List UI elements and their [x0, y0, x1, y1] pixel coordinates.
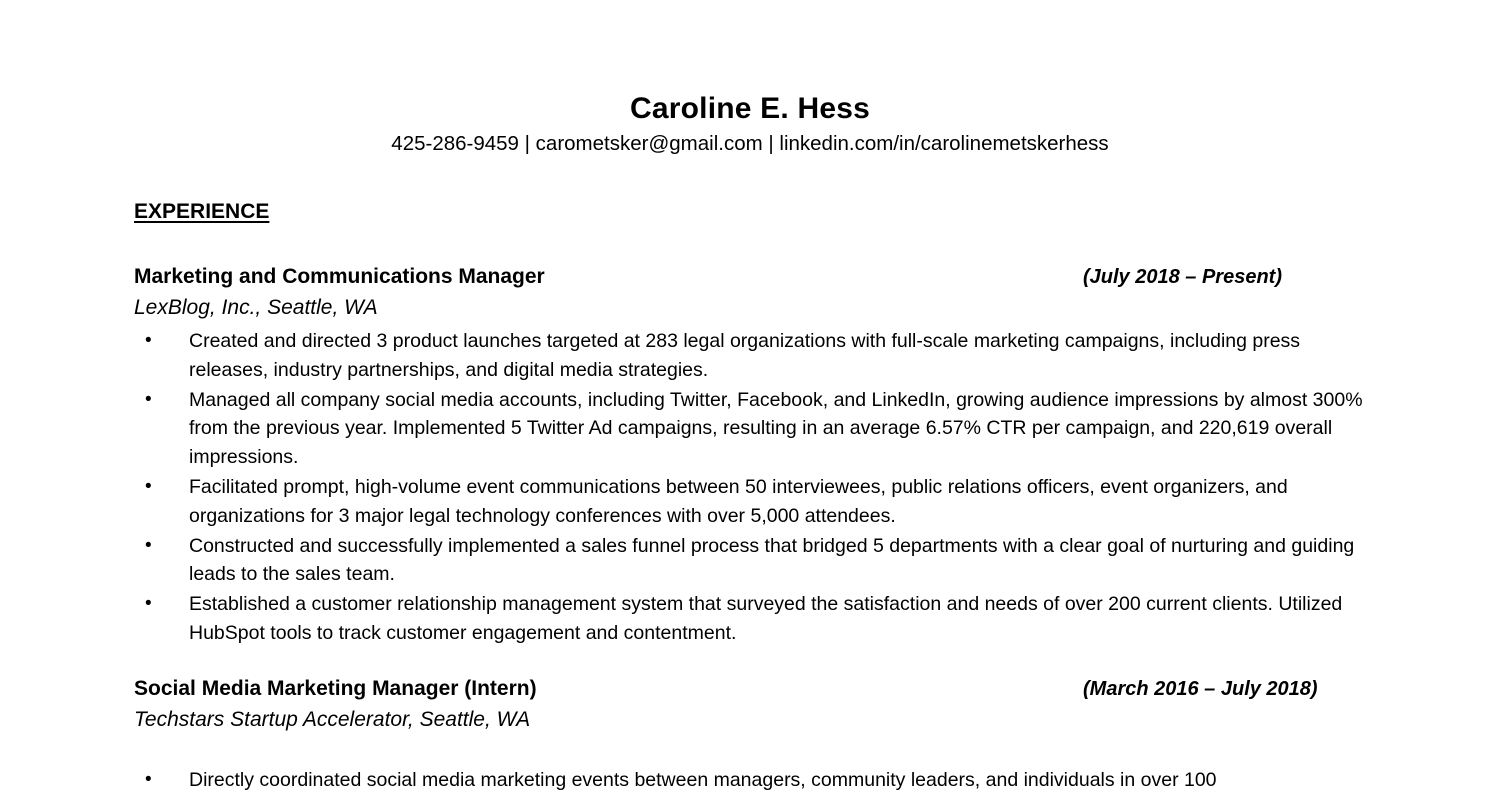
list-item — [134, 590, 1384, 647]
bullet-icon: • — [145, 475, 152, 497]
job-bullet-list — [134, 327, 1384, 649]
bullet-text: Created and directed 3 product launches targeted at 283 legal organizations with full-scale marketing campaigns, including press releases, industry partnerships, and digital media strategies. — [189, 330, 1301, 381]
list-item — [134, 766, 1384, 795]
list-item — [134, 327, 1384, 384]
job-title: Marketing and Communications Manager — [134, 265, 545, 288]
job-bullet-list — [134, 766, 1384, 796]
company-location: Techstars Startup Accelerator, Seattle, WA — [134, 708, 531, 731]
contact-line: 425-286-9459 | carometsker@gmail.com | linkedin.com/in/carolinemetskerhess — [391, 132, 1109, 155]
list-item — [134, 386, 1384, 472]
company-location: LexBlog, Inc., Seattle, WA — [134, 296, 378, 319]
job-title: Social Media Marketing Manager (Intern) — [134, 677, 537, 700]
job-dates: (July 2018 – Present) — [1083, 266, 1282, 288]
bullet-text: Facilitated prompt, high-volume event communications between 50 interviewees, public relations officers, event organizers, and organizations for 3 major legal technology conferences with over 5,000 attendees. — [189, 475, 1288, 527]
bullet-icon: • — [145, 769, 152, 790]
bullet-text: Constructed and successfully implemented a sales funnel process that bridged 5 departments with a clear goal of nurturing and guiding leads to the sales team. — [189, 534, 1355, 586]
list-item — [134, 473, 1384, 530]
bullet-text: Managed all company social media accounts, including Twitter, Facebook, and LinkedIn, growing audience impressions by almost 300% from the previous year. Implemented 5 Twitter Ad campaigns, resulting in an average 6.57% CTR per campaign, and 220,619 overall impressions. — [189, 388, 1363, 468]
bullet-icon: • — [145, 593, 152, 615]
bullet-text: Established a customer relationship management system that surveyed the satisfaction and needs of over 200 current clients. Utilized HubSpot tools to track customer engagement and contentment. — [189, 593, 1343, 644]
bullet-icon: • — [145, 534, 152, 556]
section-heading-experience: EXPERIENCE — [134, 200, 270, 223]
bullet-icon: • — [145, 330, 152, 351]
bullet-icon: • — [145, 388, 152, 410]
candidate-name: Caroline E. Hess — [630, 92, 870, 125]
job-dates: (March 2016 – July 2018) — [1083, 678, 1318, 700]
list-item — [134, 532, 1384, 589]
bullet-text: Directly coordinated social media marketing events between managers, community leaders, and individuals in over 100 — [189, 769, 1217, 791]
